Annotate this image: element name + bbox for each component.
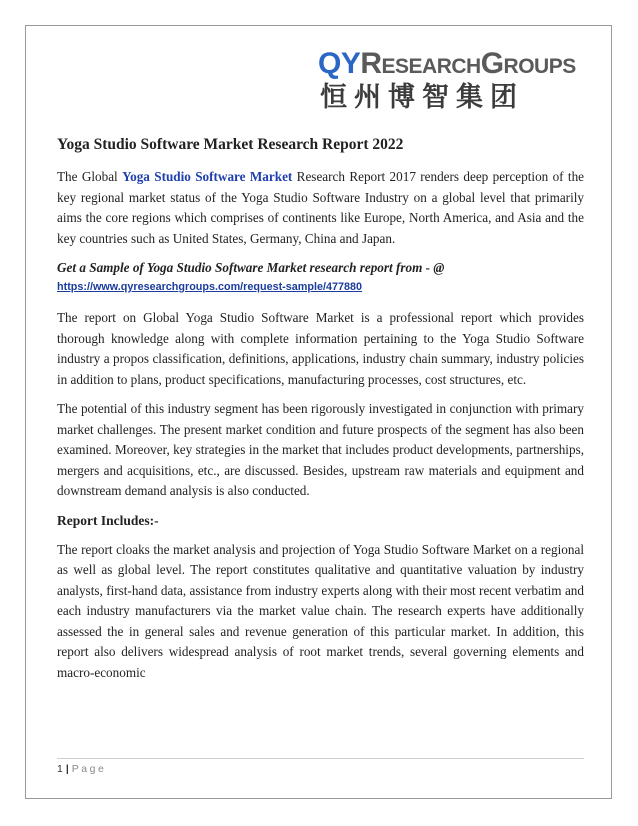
report-includes-heading: Report Includes:- xyxy=(57,512,159,528)
report-includes-paragraph: The report cloaks the market analysis and projection of Yoga Studio Software Market on a regional as well as global level. The report constitutes qualitative and quantitative valuation by industry analysts, first-hand data, assistance from industry experts along with their most recent verbatim and each industry manufacturers via the market value chain. The research experts have additionally assessed the in general sales and revenue generation of this particular market. In addition, this report also delivers widespread analysis of root market trends, several governing elements and macro-economic xyxy=(57,541,584,680)
logo-english-text xyxy=(318,48,576,80)
footer-separator: | xyxy=(65,763,69,775)
page-label: Page xyxy=(71,763,107,775)
intro-paragraph xyxy=(57,167,584,249)
company-logo xyxy=(318,48,590,118)
document-body xyxy=(57,135,584,683)
sample-request-link[interactable]: https://www.qyresearchgroups.com/request-sample/477880 xyxy=(57,281,363,293)
sample-request-text: Get a Sample of Yoga Studio Software Market research report from - @ xyxy=(57,260,445,275)
document-title: Yoga Studio Software Market Research Report 2022 xyxy=(57,136,404,153)
logo-chinese-text: 恒州博智集团 xyxy=(320,82,524,113)
body-paragraph-1: The report on Global Yoga Studio Software Market is a professional report which provides thorough knowledge along with complete information pertaining to the Yoga Studio Software industry a propos classification, definitions, applications, industry chain summary, industry policies in addition to plans, product specifications, manufacturing processes, cost structures, etc. xyxy=(57,310,584,387)
page-footer xyxy=(57,762,106,776)
body-paragraph-2: The potential of this industry segment has been rigorously investigated in conjunction with primary market challenges. The present market condition and future prospects of the segment has also been examined. Moreover, key strategies in the market that includes product developments, partnerships, mergers and acquisitions, etc., are discussed. Besides, upstream raw materials and equipment and downstream demand analysis is also conducted. xyxy=(57,401,584,498)
logo-name: ResearchGroups xyxy=(360,47,576,80)
intro-text-after: Research Report 2017 renders deep perception of the key regional market status of the Yoga Studio Software Industry on a global level that primarily aims the core regions which comprises of continents like Europe, North America, and Asia and the key countries such as United States, Germany, China and Japan. xyxy=(57,169,585,246)
logo-prefix: QY xyxy=(318,47,361,80)
footer-divider xyxy=(57,758,584,759)
intro-text-before: The Global xyxy=(57,169,123,184)
page-number: 1 xyxy=(57,763,63,775)
market-keyword-link[interactable]: Yoga Studio Software Market xyxy=(122,169,293,184)
